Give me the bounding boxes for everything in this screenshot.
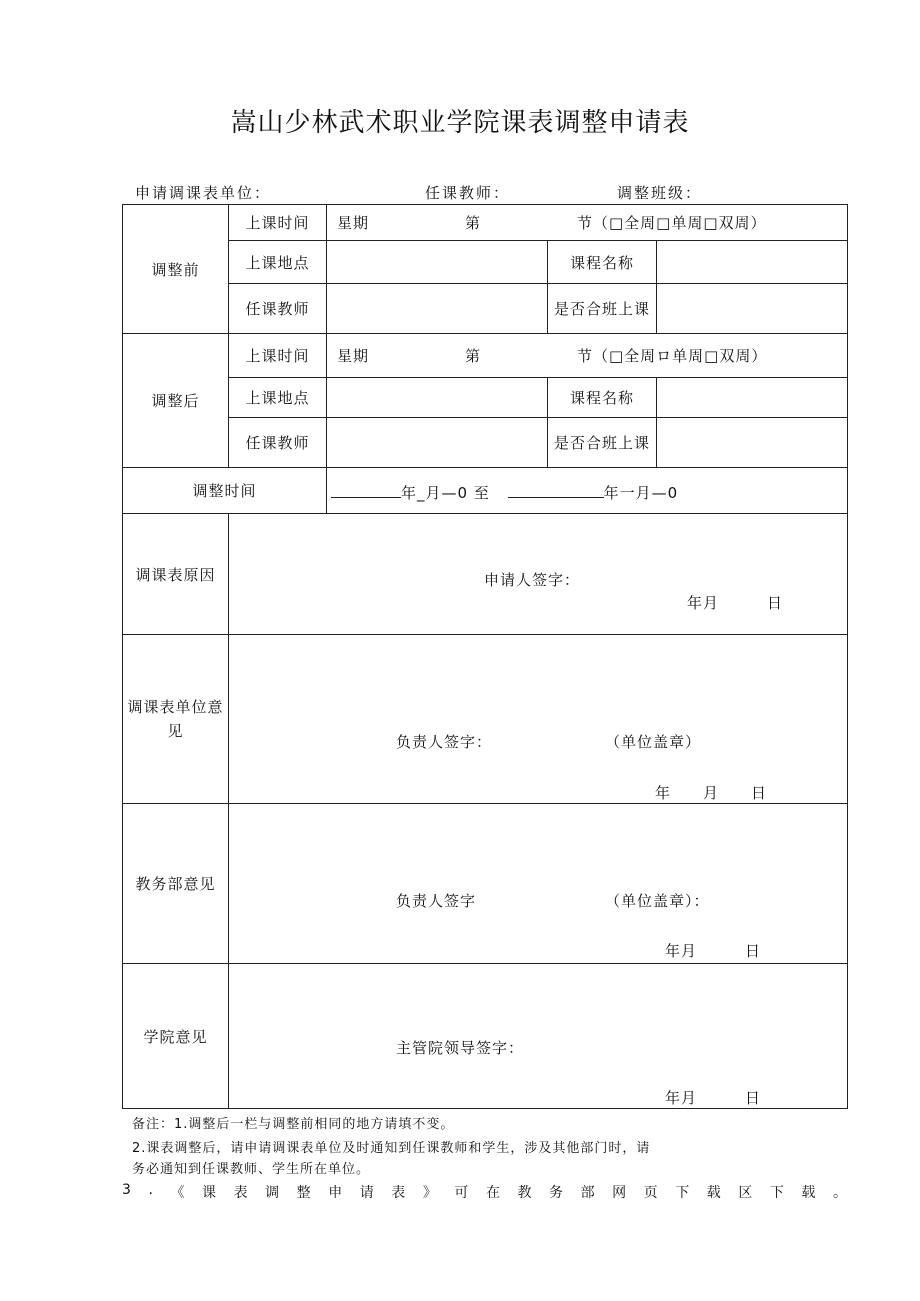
teacher-label: 任课教师：: [425, 184, 511, 202]
note-3-char: 3: [122, 1182, 131, 1198]
after-place-label: 上课地点: [229, 378, 327, 418]
note-3-char: 下: [675, 1185, 690, 1201]
before-section-label: 调整前: [123, 205, 229, 334]
reason-field[interactable]: [229, 514, 848, 635]
note-1: 备注：1.调整后一栏与调整前相同的地方请填不变。: [132, 1117, 455, 1132]
class-label: 调整班级：: [617, 184, 703, 202]
after-place-field[interactable]: [327, 378, 548, 418]
note-3: [122, 1182, 847, 1202]
adjust-time-start: 年_月—0 至: [401, 484, 490, 502]
before-time-label: 上课时间: [229, 205, 327, 241]
after-teacher-label: 任课教师: [229, 418, 327, 468]
before-course-label: 课程名称: [548, 241, 657, 284]
note-3-char: .: [148, 1182, 153, 1198]
unit-opinion-date: 年 月 日: [655, 784, 768, 802]
unit-opinion-field[interactable]: [229, 635, 848, 804]
academic-opinion-field[interactable]: [229, 804, 848, 964]
start-year-blank[interactable]: [331, 483, 401, 498]
note-3-char: 《: [170, 1185, 185, 1201]
after-section-label: 调整后: [123, 334, 229, 468]
before-course-field[interactable]: [657, 241, 848, 284]
unit-signature-label: 负责人签字：: [396, 733, 493, 751]
note-3-char: 部: [580, 1185, 595, 1201]
academic-opinion-date: 年月 日: [665, 942, 762, 960]
after-merged-field[interactable]: [657, 418, 848, 468]
note-3-char: 表: [233, 1185, 248, 1201]
note-3-char: 整: [296, 1185, 311, 1201]
application-form-table: [122, 204, 848, 1109]
college-opinion-field[interactable]: [229, 964, 848, 1109]
before-place-label: 上课地点: [229, 241, 327, 284]
before-place-field[interactable]: [327, 241, 548, 284]
college-opinion-label: 学院意见: [123, 964, 229, 1109]
adjust-time-end: 年一月—0: [603, 484, 679, 502]
after-course-label: 课程名称: [548, 378, 657, 418]
note-2: 2.课表调整后，请申请调课表单位及时通知到任课教师和学生，涉及其他部门时，请: [132, 1141, 651, 1156]
note-3-char: 。: [832, 1185, 847, 1201]
note-3-char: 教: [517, 1185, 532, 1201]
after-teacher-field[interactable]: [327, 418, 548, 468]
academic-opinion-label: 教务部意见: [123, 804, 229, 964]
note-3-char: 网: [612, 1185, 627, 1201]
before-time-field[interactable]: 星期 第 节（□全周□单周□双周）: [327, 205, 848, 241]
academic-signature-label: 负责人签字: [396, 892, 477, 910]
note-3-char: 载: [801, 1185, 816, 1201]
before-merged-field[interactable]: [657, 284, 848, 334]
unit-opinion-label: 调课表单位意见: [123, 635, 229, 804]
note-3-char: 表: [391, 1185, 406, 1201]
adjust-time-field[interactable]: [327, 468, 848, 514]
academic-stamp-label: （单位盖章）：: [605, 892, 710, 910]
note-2-continued: 务必通知到任课教师、学生所在单位。: [132, 1162, 371, 1177]
end-year-blank[interactable]: [508, 483, 604, 498]
note-3-char: 课: [202, 1185, 217, 1201]
note-3-char: 下: [769, 1185, 784, 1201]
after-merged-label: 是否合班上课: [548, 418, 657, 468]
after-time-field[interactable]: 星期 第 节（□全周ロ单周□双周）: [327, 334, 848, 378]
before-teacher-label: 任课教师: [229, 284, 327, 334]
college-signature-label: 主管院领导签字：: [396, 1039, 525, 1057]
reason-label: 调课表原因: [123, 514, 229, 635]
note-3-char: 请: [359, 1185, 374, 1201]
unit-stamp-label: （单位盖章）: [605, 733, 702, 751]
note-3-char: 》: [422, 1185, 437, 1201]
before-teacher-field[interactable]: [327, 284, 548, 334]
adjust-time-label: 调整时间: [123, 468, 327, 514]
note-3-char: 调: [265, 1185, 280, 1201]
applicant-unit-label: 申请调课表单位：: [135, 184, 272, 202]
page-title: 嵩山少林武术职业学院课表调整申请表: [230, 108, 690, 138]
after-course-field[interactable]: [657, 378, 848, 418]
college-opinion-date: 年月 日: [665, 1089, 762, 1107]
note-3-char: 务: [549, 1185, 564, 1201]
note-3-char: 区: [738, 1185, 753, 1201]
applicant-signature-label: 申请人签字：: [484, 571, 581, 589]
note-3-char: 可: [454, 1185, 469, 1201]
note-3-char: 申: [328, 1185, 343, 1201]
reason-date: 年月 日: [687, 594, 784, 612]
note-3-char: 在: [485, 1185, 500, 1201]
before-merged-label: 是否合班上课: [548, 284, 657, 334]
note-3-char: 页: [643, 1185, 658, 1201]
note-3-char: 载: [706, 1185, 721, 1201]
after-time-label: 上课时间: [229, 334, 327, 378]
